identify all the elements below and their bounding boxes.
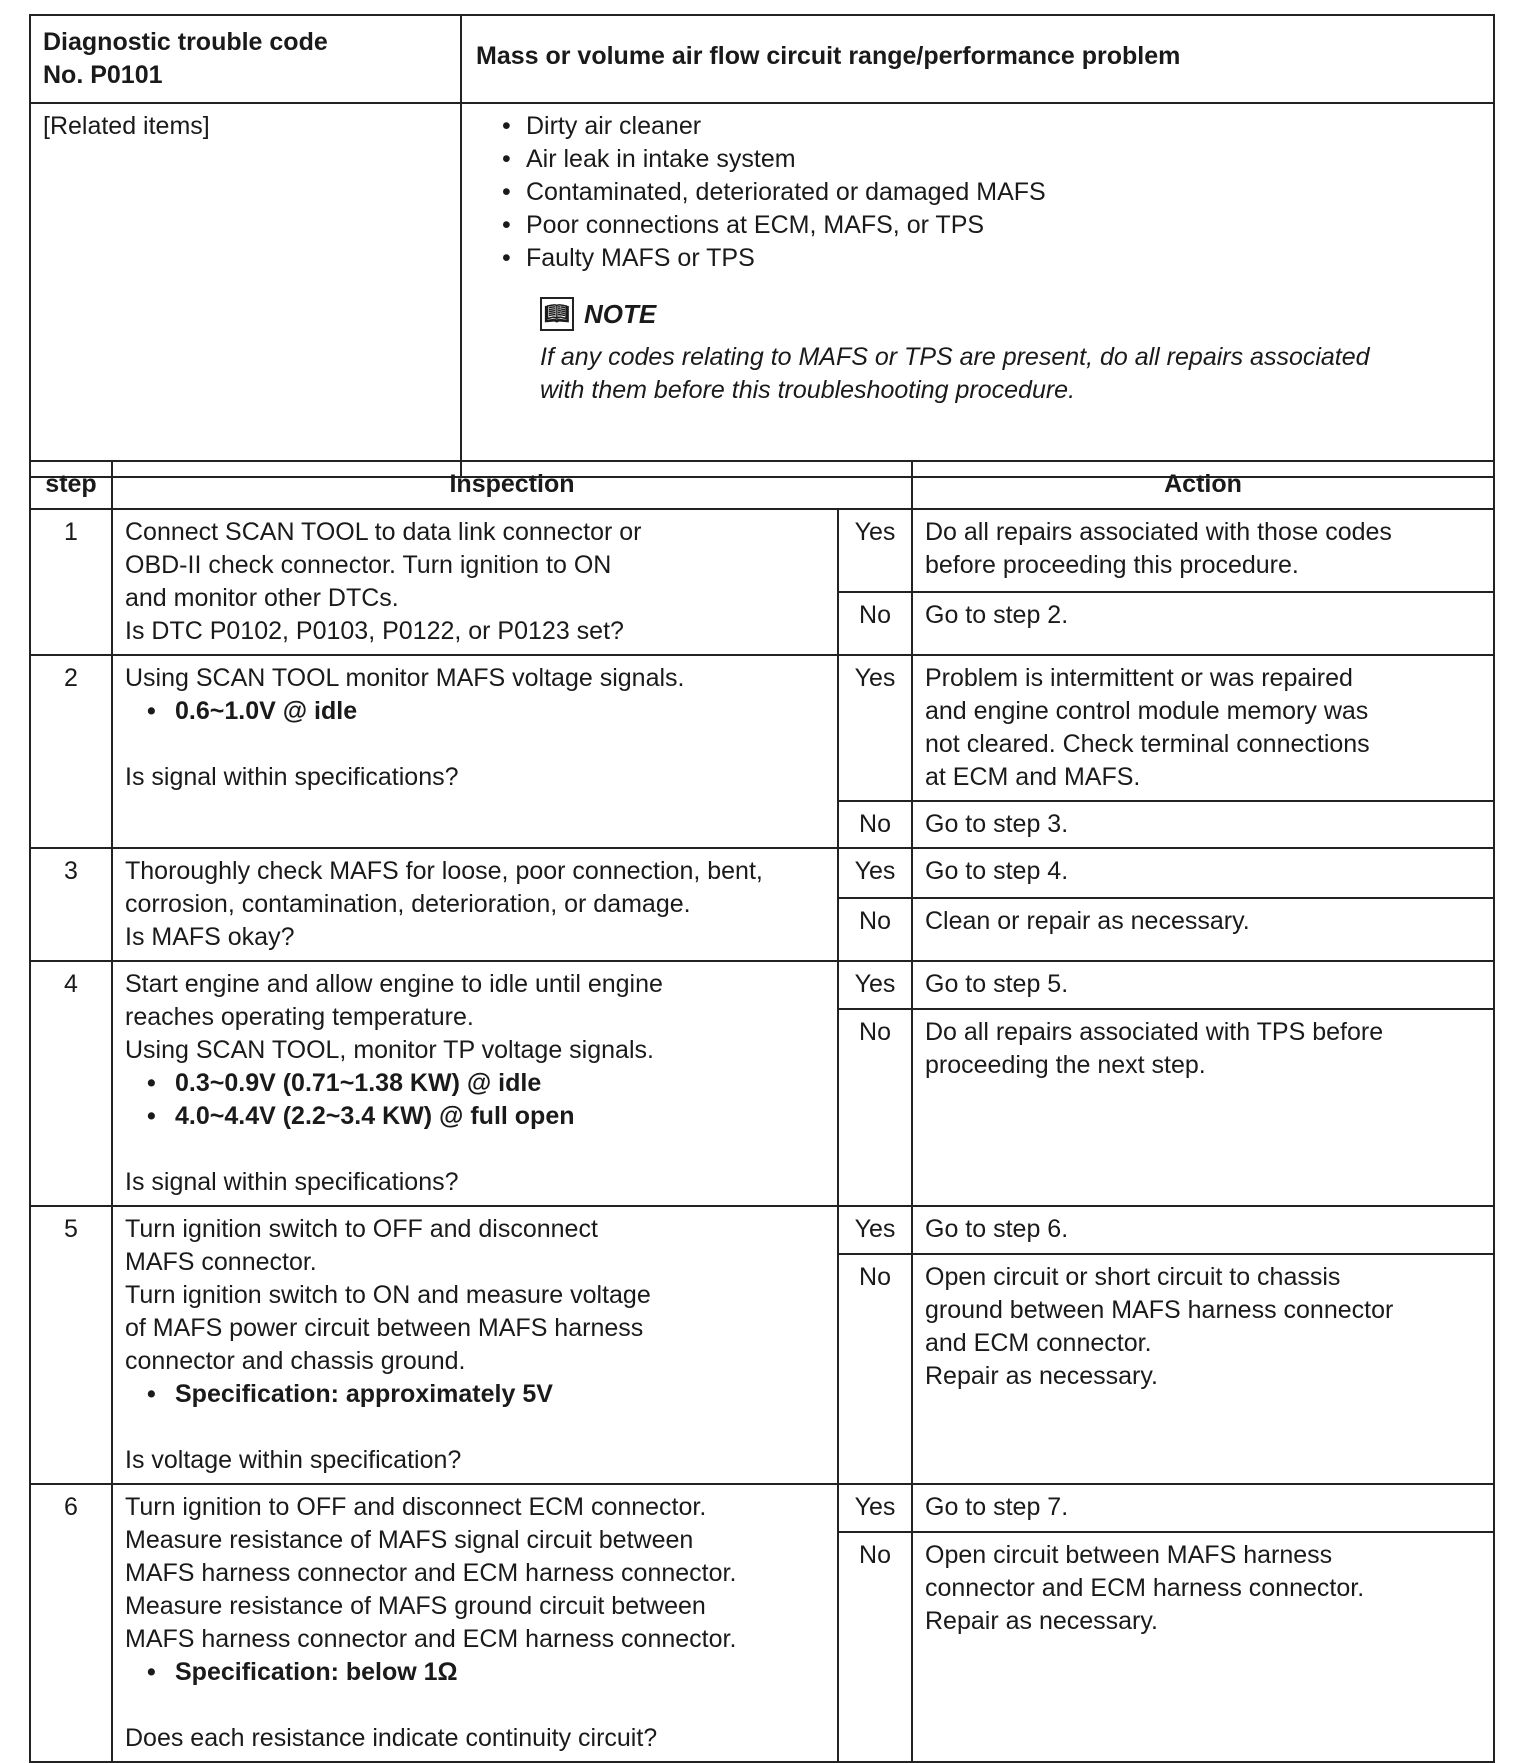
dtc-title: Mass or volume air flow circuit range/performance problem: [461, 15, 1494, 103]
related-items-list: [476, 110, 1481, 275]
inspection-line: connector and chassis ground.: [125, 1347, 466, 1375]
no-label: No: [838, 1009, 912, 1206]
yes-action: [912, 1484, 1494, 1532]
spec-list: [125, 695, 825, 728]
action-line: Go to step 6.: [925, 1215, 1069, 1243]
inspection-cell: [112, 961, 838, 1206]
inspection-question: Is voltage within specification?: [125, 1446, 462, 1474]
action-line: Repair as necessary.: [925, 1606, 1158, 1635]
spec-item: • Specification: below 1Ω: [147, 1656, 825, 1689]
column-header-action: Action: [912, 461, 1494, 509]
step-number: 4: [30, 961, 112, 1206]
inspection-line: Using SCAN TOOL, monitor TP voltage signals.: [125, 1036, 654, 1064]
no-action: [912, 592, 1494, 655]
inspection-line: MAFS connector.: [125, 1248, 317, 1276]
step-number: 2: [30, 655, 112, 848]
inspection-line: OBD-II check connector. Turn ignition to ON: [125, 551, 612, 579]
inspection-line: and monitor other DTCs.: [125, 584, 399, 612]
yes-label: Yes: [838, 1206, 912, 1254]
inspection-line: Turn ignition to OFF and disconnect ECM connector.: [125, 1493, 707, 1521]
action-line: Do all repairs associated with those codes: [925, 518, 1392, 546]
table-row: [30, 1206, 1494, 1254]
table-row: [30, 655, 1494, 801]
inspection-cell: [112, 848, 838, 961]
table-row: [30, 848, 1494, 898]
inspection-cell: [112, 509, 838, 655]
yes-label: Yes: [838, 961, 912, 1009]
note-text-line2: with them before this troubleshooting procedure.: [540, 376, 1076, 404]
list-item: • Poor connections at ECM, MAFS, or TPS: [502, 209, 1481, 242]
yes-label: Yes: [838, 655, 912, 801]
no-action: [912, 898, 1494, 961]
note-heading: [540, 297, 1481, 331]
inspection-cell: [112, 1206, 838, 1484]
book-note-icon: 📖︎: [540, 297, 574, 331]
no-label: No: [838, 801, 912, 848]
inspection-question: Does each resistance indicate continuity circuit?: [125, 1724, 658, 1752]
action-line: Go to step 2.: [925, 601, 1069, 630]
list-item: • Contaminated, deteriorated or damaged MAFS: [502, 176, 1481, 209]
no-label: No: [838, 1532, 912, 1762]
dtc-label-line2: No. P0101: [43, 61, 163, 89]
spec-list: [125, 1378, 825, 1411]
table-row: [30, 509, 1494, 592]
note-label: NOTE: [584, 298, 657, 329]
inspection-question: Is signal within specifications?: [125, 1168, 459, 1196]
inspection-line: Is MAFS okay?: [125, 923, 295, 951]
table-row: [30, 961, 1494, 1009]
yes-action: [912, 961, 1494, 1009]
yes-action: [912, 655, 1494, 801]
action-line: Repair as necessary.: [925, 1361, 1158, 1390]
yes-label: Yes: [838, 848, 912, 898]
inspection-line: Using SCAN TOOL monitor MAFS voltage signals.: [125, 664, 685, 692]
step-number: 5: [30, 1206, 112, 1484]
inspection-line: MAFS harness connector and ECM harness connector.: [125, 1625, 737, 1653]
inspection-line: reaches operating temperature.: [125, 1003, 474, 1031]
inspection-line: Measure resistance of MAFS ground circuit between: [125, 1592, 706, 1620]
inspection-question: Is signal within specifications?: [125, 763, 459, 791]
no-action: [912, 1254, 1494, 1484]
action-line: proceeding the next step.: [925, 1050, 1206, 1079]
action-line: not cleared. Check terminal connections: [925, 730, 1370, 758]
action-line: and engine control module memory was: [925, 697, 1369, 725]
note-text: [540, 341, 1481, 407]
action-line: Problem is intermittent or was repaired: [925, 664, 1353, 692]
column-header-step: step: [30, 461, 112, 509]
dtc-header-table: [29, 14, 1495, 478]
list-item: • Dirty air cleaner: [502, 110, 1481, 143]
related-items-cell: [461, 103, 1494, 477]
dtc-label-line1: Diagnostic trouble code: [43, 28, 328, 56]
inspection-cell: [112, 1484, 838, 1762]
related-items-label: [Related items]: [30, 103, 461, 477]
inspection-line: Measure resistance of MAFS signal circuit between: [125, 1526, 694, 1554]
action-line: Open circuit between MAFS harness: [925, 1540, 1333, 1569]
action-line: connector and ECM harness connector.: [925, 1573, 1365, 1602]
inspection-line: Turn ignition switch to OFF and disconnect: [125, 1215, 598, 1243]
table-header-row: [30, 461, 1494, 509]
step-number: 1: [30, 509, 112, 655]
column-header-inspection: Inspection: [112, 461, 912, 509]
inspection-line: of MAFS power circuit between MAFS harness: [125, 1314, 644, 1342]
spec-item: • 0.6~1.0V @ idle: [147, 695, 825, 728]
yes-action: [912, 1206, 1494, 1254]
inspection-line: Connect SCAN TOOL to data link connector or: [125, 518, 642, 546]
table-row: [30, 1484, 1494, 1532]
action-line: Go to step 3.: [925, 810, 1069, 838]
action-line: Clean or repair as necessary.: [925, 906, 1250, 935]
yes-label: Yes: [838, 1484, 912, 1532]
action-line: at ECM and MAFS.: [925, 763, 1141, 791]
note-text-line1: If any codes relating to MAFS or TPS are present, do all repairs associated: [540, 343, 1370, 371]
inspection-line: Start engine and allow engine to idle until engine: [125, 970, 663, 998]
no-action: [912, 1009, 1494, 1206]
spec-item: • 4.0~4.4V (2.2~3.4 KW) @ full open: [147, 1100, 825, 1133]
spec-list: [125, 1067, 825, 1133]
yes-label: Yes: [838, 509, 912, 592]
list-item: • Air leak in intake system: [502, 143, 1481, 176]
action-line: Open circuit or short circuit to chassis: [925, 1262, 1341, 1291]
no-action: [912, 1532, 1494, 1762]
inspection-cell: [112, 655, 838, 848]
dtc-code-label: [30, 15, 461, 103]
spec-list: [125, 1656, 825, 1689]
step-number: 6: [30, 1484, 112, 1762]
yes-action: [912, 848, 1494, 898]
no-label: No: [838, 898, 912, 961]
step-number: 3: [30, 848, 112, 961]
list-item: • Faulty MAFS or TPS: [502, 242, 1481, 275]
no-label: No: [838, 1254, 912, 1484]
action-line: Go to step 4.: [925, 857, 1069, 885]
inspection-line: Turn ignition switch to ON and measure voltage: [125, 1281, 651, 1309]
action-line: Go to step 7.: [925, 1493, 1069, 1521]
no-action: [912, 801, 1494, 848]
spec-item: • Specification: approximately 5V: [147, 1378, 825, 1411]
yes-action: [912, 509, 1494, 592]
action-line: Do all repairs associated with TPS before: [925, 1017, 1384, 1046]
inspection-line: Thoroughly check MAFS for loose, poor connection, bent,: [125, 857, 763, 885]
inspection-line: MAFS harness connector and ECM harness connector.: [125, 1559, 737, 1587]
inspection-line: Is DTC P0102, P0103, P0122, or P0123 set?: [125, 617, 624, 645]
action-line: and ECM connector.: [925, 1328, 1152, 1357]
action-line: ground between MAFS harness connector: [925, 1295, 1394, 1324]
action-line: Go to step 5.: [925, 970, 1069, 998]
spec-item: • 0.3~0.9V (0.71~1.38 KW) @ idle: [147, 1067, 825, 1100]
no-label: No: [838, 592, 912, 655]
troubleshooting-table: [29, 460, 1495, 1763]
inspection-line: corrosion, contamination, deterioration, or damage.: [125, 890, 691, 918]
action-line: before proceeding this procedure.: [925, 551, 1299, 579]
